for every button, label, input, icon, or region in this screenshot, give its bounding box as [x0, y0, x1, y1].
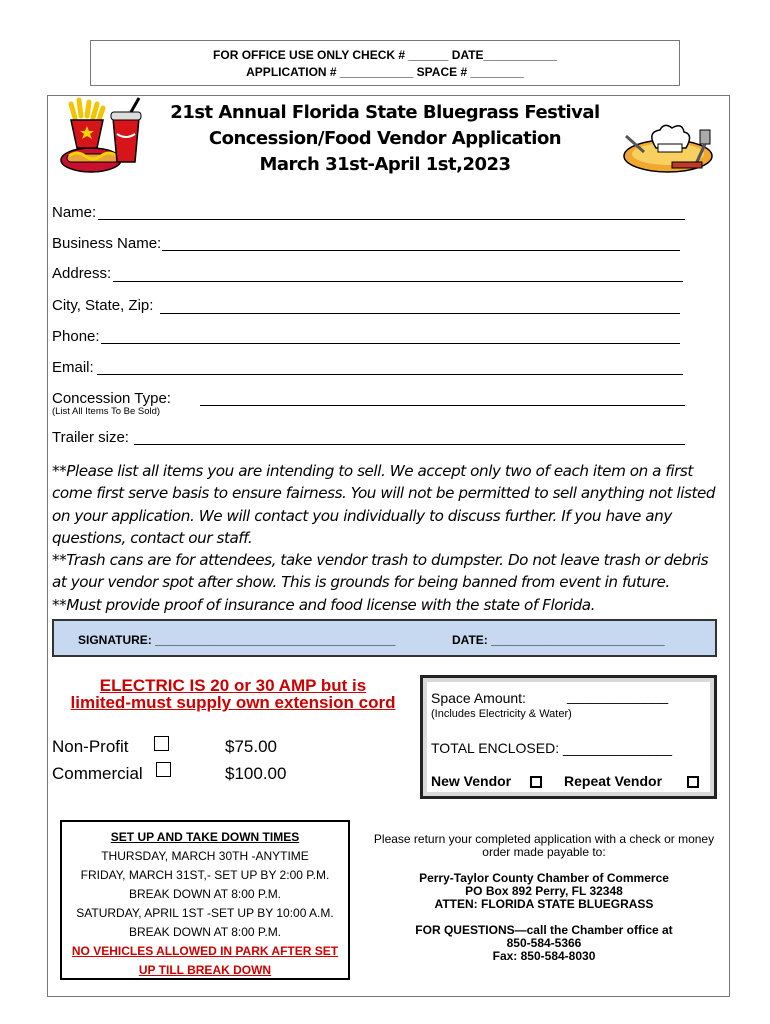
concession-type-field[interactable]	[200, 405, 685, 406]
festival-title: 21st Annual Florida State Bluegrass Festival	[170, 102, 600, 123]
electric-line2: limited-must supply own extension cord	[70, 693, 396, 712]
commercial-price: $100.00	[225, 764, 287, 783]
saturday-setup-time: SATURDAY, APRIL 1ST -SET UP BY 10:00 A.M.	[76, 906, 334, 920]
nonprofit-price: $75.00	[225, 737, 277, 756]
space-amount-label: Space Amount:	[431, 690, 526, 706]
phone-label: Phone:	[52, 328, 100, 345]
insurance-note: **Must provide proof of insurance and food license with the state of Florida.	[52, 595, 596, 614]
contact-info	[363, 924, 725, 963]
friday-setup-time: FRIDAY, MARCH 31ST,- SET UP BY 2:00 P.M.	[80, 868, 330, 882]
chamber-name: Perry-Taylor County Chamber of Commerce	[419, 871, 669, 885]
concession-type-label: Concession Type:	[52, 390, 171, 407]
city-state-zip-field[interactable]	[160, 313, 680, 314]
address-field[interactable]	[113, 281, 683, 282]
thursday-time: THURSDAY, MARCH 30TH -ANYTIME	[101, 849, 309, 863]
setup-times-heading: SET UP AND TAKE DOWN TIMES	[110, 830, 300, 844]
po-box: PO Box 892 Perry, FL 32348	[465, 884, 623, 898]
business-name-label: Business Name:	[52, 235, 162, 252]
setup-times-box	[60, 820, 350, 980]
signature-bar	[52, 619, 717, 657]
vendor-notes	[52, 460, 722, 616]
repeat-vendor-checkbox[interactable]	[687, 776, 699, 788]
signature-field[interactable]: SIGNATURE: ____________________________________	[78, 633, 396, 647]
concession-type-note: (List All Items To Be Sold)	[52, 406, 161, 417]
mailing-address	[363, 872, 725, 911]
trailer-size-field[interactable]	[134, 444, 685, 445]
items-note: **Please list all items you are intending to sell. We accept only two of each item on a first come first serve basis to ensure fairness. You will not be permitted to sell anything not listed on your application. We will contact you individually to discuss further. If you have any questions, contact our staff.	[52, 462, 716, 547]
vehicle-warning-line2: UP TILL BREAK DOWN	[138, 963, 272, 977]
electric-line1: ELECTRIC IS 20 or 30 AMP but is	[99, 676, 367, 695]
business-name-field[interactable]	[162, 250, 680, 251]
return-instructions	[363, 833, 725, 859]
address-label: Address:	[52, 265, 112, 282]
fastfood-icon	[57, 96, 149, 186]
friday-breakdown-time: BREAK DOWN AT 8:00 P.M.	[128, 887, 282, 901]
space-amount-field[interactable]: _____________	[567, 688, 669, 704]
event-dates: March 31st-April 1st,2023	[259, 154, 511, 175]
new-vendor-checkbox[interactable]	[530, 776, 542, 788]
email-label: Email:	[52, 359, 94, 376]
questions-line: FOR QUESTIONS—call the Chamber office at	[415, 923, 673, 937]
name-field[interactable]	[98, 219, 685, 220]
chef-hat-icon	[622, 122, 720, 174]
return-line2: order made payable to:	[482, 845, 606, 859]
vehicle-warning-line1: NO VEHICLES ALLOWED IN PARK AFTER SET	[71, 944, 339, 958]
space-amount-box	[420, 675, 717, 799]
saturday-breakdown-time: BREAK DOWN AT 8:00 P.M.	[128, 925, 282, 939]
phone-number: 850-584-5366	[506, 936, 582, 950]
nonprofit-label: Non-Profit	[52, 737, 129, 756]
return-line1: Please return your completed application with a check or money	[373, 832, 715, 846]
electric-notice	[52, 677, 414, 711]
email-field[interactable]	[97, 374, 683, 375]
office-use-line2: APPLICATION # ___________ SPACE # ________	[246, 65, 524, 79]
office-use-box	[90, 40, 680, 86]
attention-line: ATTEN: FLORIDA STATE BLUEGRASS	[434, 897, 654, 911]
fax-number: Fax: 850-584-8030	[492, 949, 596, 963]
trash-note: **Trash cans are for attendees, take vendor trash to dumpster. Do not leave trash or debris at your vendor spot after show. This is grounds for being banned from event in future.	[52, 551, 709, 592]
total-enclosed-field[interactable]: TOTAL ENCLOSED: ______________	[431, 740, 673, 756]
trailer-size-label: Trailer size:	[52, 429, 129, 446]
new-vendor-label: New Vendor	[431, 773, 512, 789]
office-use-line1: FOR OFFICE USE ONLY CHECK # ______ DATE___________	[213, 48, 557, 62]
repeat-vendor-label: Repeat Vendor	[564, 773, 663, 789]
name-label: Name:	[52, 204, 97, 221]
phone-field[interactable]	[101, 343, 680, 344]
city-state-zip-label: City, State, Zip:	[52, 297, 154, 314]
application-title: Concession/Food Vendor Application	[208, 128, 562, 149]
space-amount-note: (Includes Electricity & Water)	[431, 708, 572, 720]
commercial-label: Commercial	[52, 764, 143, 783]
signature-date-field[interactable]: DATE: __________________________	[452, 633, 665, 647]
nonprofit-checkbox[interactable]	[154, 736, 169, 751]
commercial-checkbox[interactable]	[156, 762, 171, 777]
